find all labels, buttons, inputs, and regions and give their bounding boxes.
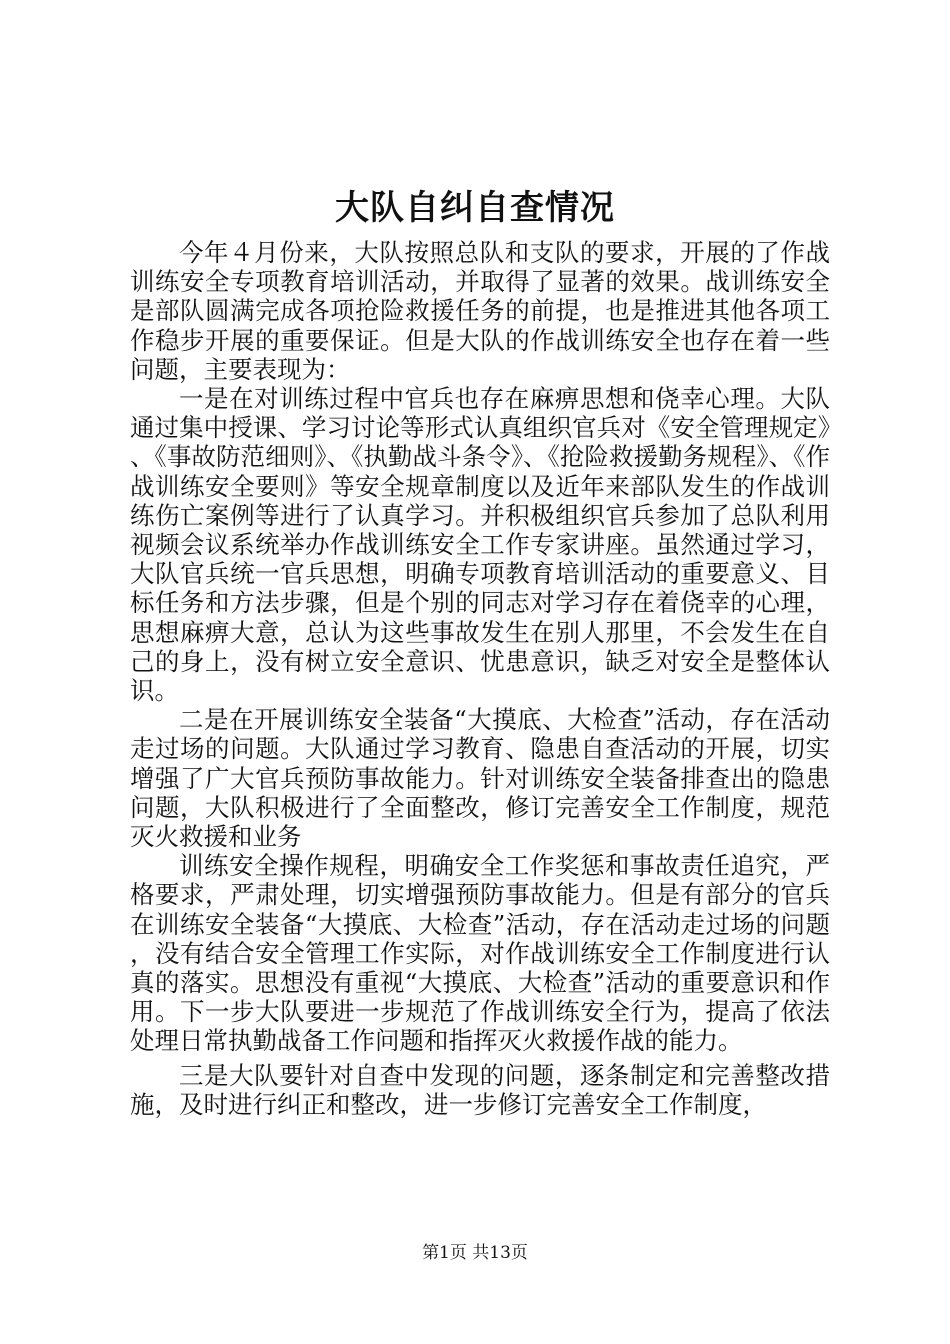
page-footer: 第1页 共13页 [422,1243,528,1263]
document-body [130,238,830,1119]
body-paragraph-1: 今年４月份来，大队按照总队和支队的要求，开展的了作战训练安全专项教育培训活动，并取得了显著的效果。战训练安全是部队圆满完成各项抢险救援任务的前提，也是推进其他各项工作稳步开展的重要保证。但是大队的作战训练安全也存在着一些问题，主要表现为： [130,238,830,384]
body-paragraph-4: 训练安全操作规程，明确安全工作奖惩和事故责任追究，严格要求，严肃处理，切实增强预防事故能力。但是有部分的官兵在训练安全装备“大摸底、大检查”活动，存在活动走过场的问题，没有结合安全管理工作实际，对作战训练安全工作制度进行认真的落实。思想没有重视“大摸底、大检查”活动的重要意识和作用。下一步大队要进一步规范了作战训练安全行为，提高了依法处理日常执勤战备工作问题和指挥灭火救援作战的能力。 [130,851,830,1056]
body-paragraph-2: 一是在对训练过程中官兵也存在麻痹思想和侥幸心理。大队通过集中授课、学习讨论等形式认真组织官兵对《安全管理规定》、《事故防范细则》、《执勤战斗条令》、《抢险救援勤务规程》、《作战训练安全要则》等安全规章制度以及近年来部队发生的作战训练伤亡案例等进行了认真学习。并积极组织官兵参加了总队利用视频会议系统举办作战训练安全工作专家讲座。虽然通过学习，大队官兵统一官兵思想，明确专项教育培训活动的重要意义、目标任务和方法步骤，但是个别的同志对学习存在着侥幸的心理，思想麻痹大意，总认为这些事故发生在别人那里，不会发生在自己的身上，没有树立安全意识、忧患意识，缺乏对安全是整体认识。 [130,384,830,706]
body-paragraph-3: 二是在开展训练安全装备“大摸底、大检查”活动，存在活动走过场的问题。大队通过学习教育、隐患自查活动的开展，切实增强了广大官兵预防事故能力。针对训练安全装备排查出的隐患问题，大队积极进行了全面整改，修订完善安全工作制度，规范灭火救援和业务 [130,705,830,852]
document-title: 大队自纠自查情况 [335,188,615,228]
body-paragraph-5: 三是大队要针对自查中发现的问题，逐条制定和完善整改措施，及时进行纠正和整改，进一步修订完善安全工作制度， [130,1060,830,1119]
